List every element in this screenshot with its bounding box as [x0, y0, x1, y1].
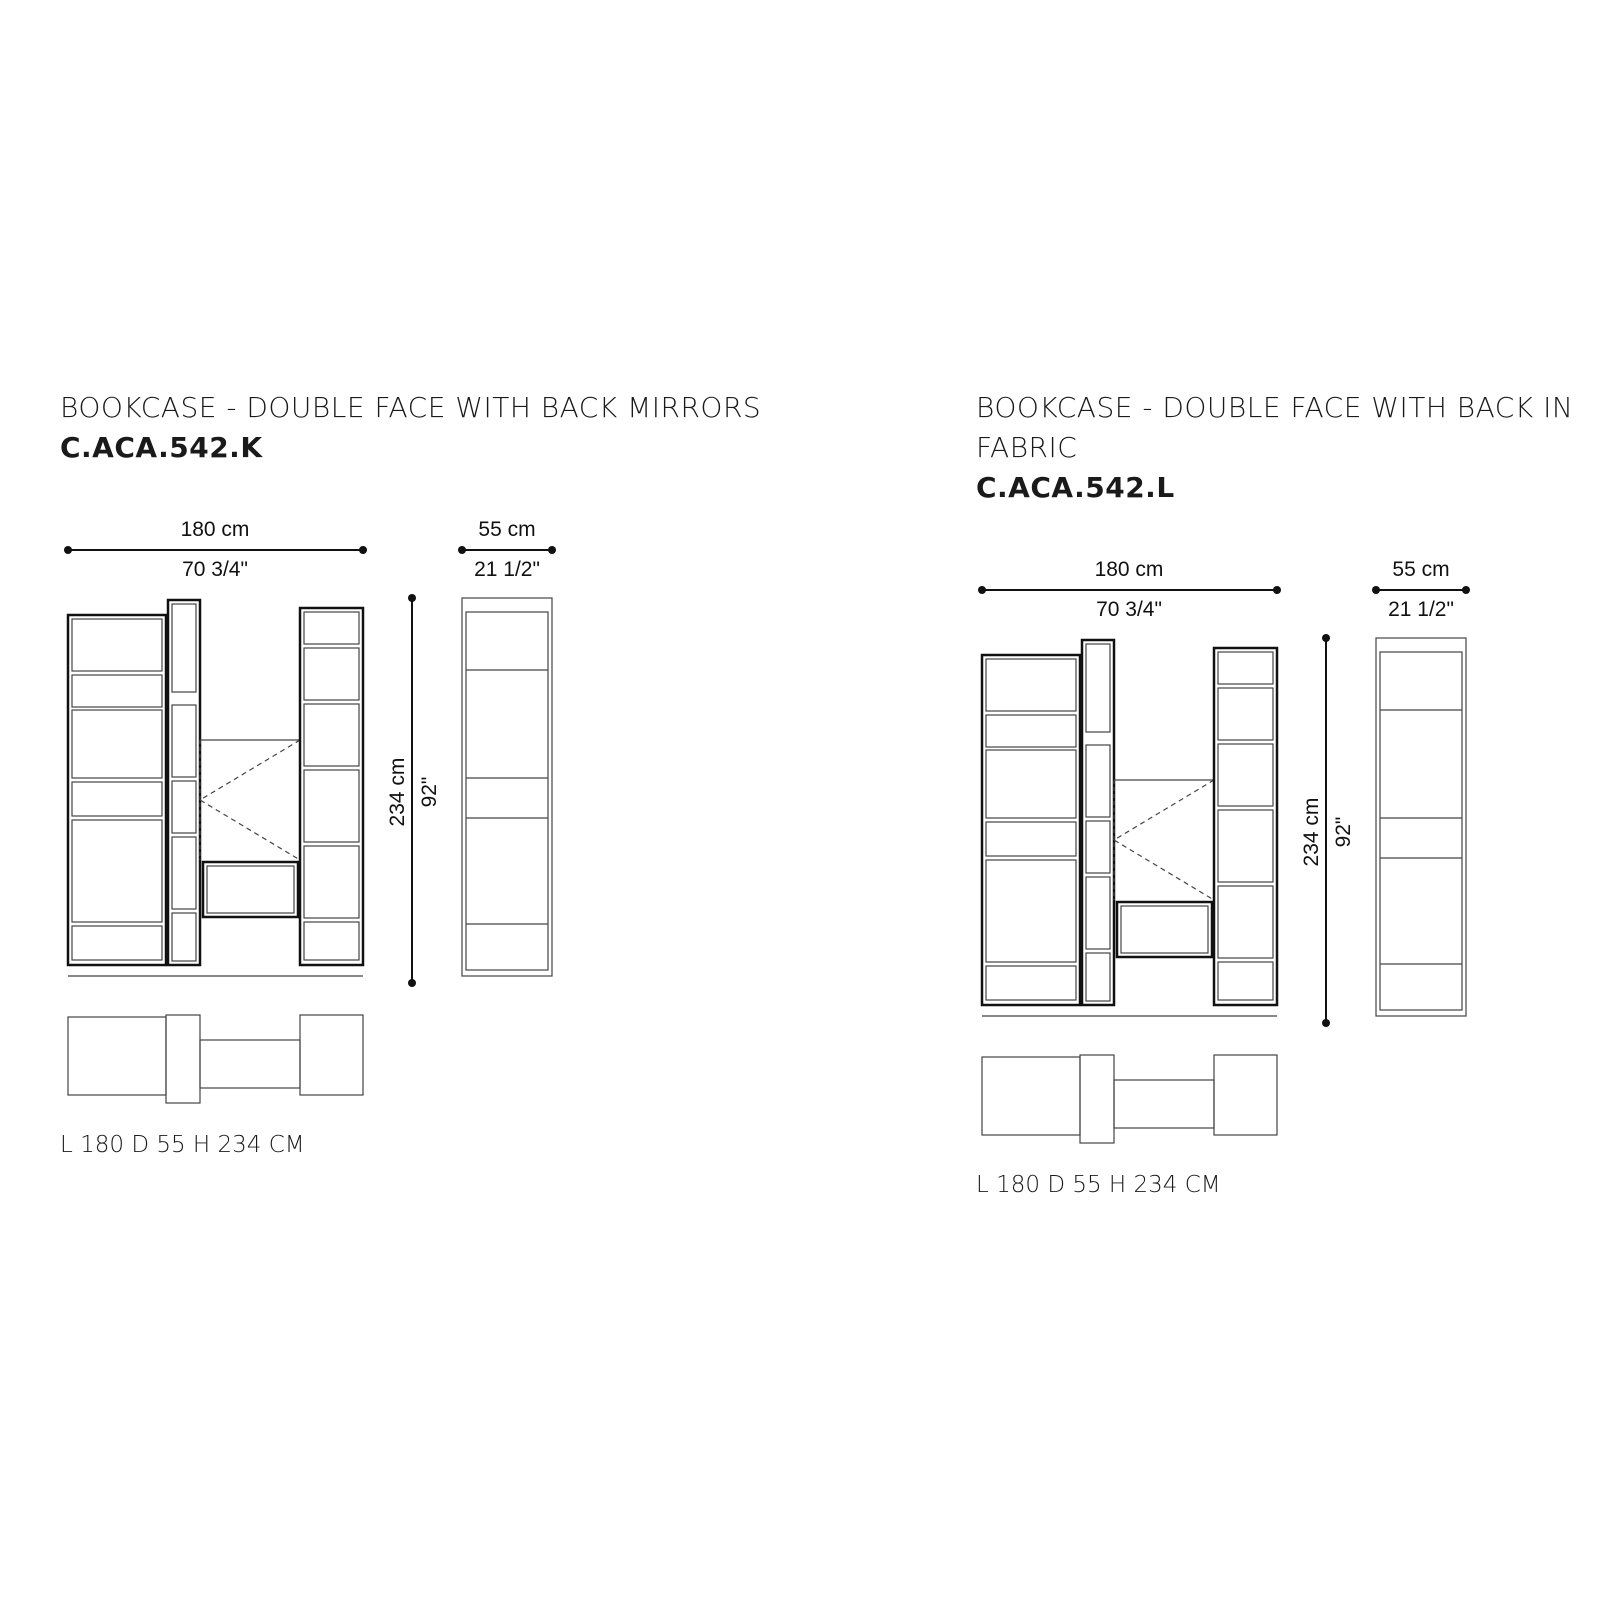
side-elevation [462, 598, 552, 976]
dimensions-text: L 180 D 55 H 234 CM [976, 1172, 1221, 1198]
dimensions-text: L 180 D 55 H 234 CM [60, 1132, 305, 1158]
depth-cm-label: 55 cm [478, 518, 536, 541]
panel-right [800, 0, 1600, 1600]
product-code: C.ACA.542.K [60, 431, 263, 464]
width-in-label: 70 3/4" [1096, 598, 1162, 621]
product-title-text: BOOKCASE - DOUBLE FACE WITH BACK IN FABRIC [976, 391, 1574, 464]
width-cm-label: 180 cm [1094, 558, 1164, 581]
height-in-label: 92" [1332, 816, 1355, 848]
height-in-label: 92" [418, 776, 441, 808]
depth-dimension-line [458, 546, 556, 554]
width-dimension-line [978, 586, 1281, 594]
depth-dimension-line [1372, 586, 1470, 594]
front-elevation [982, 640, 1277, 1016]
width-in-label: 70 3/4" [182, 558, 248, 581]
depth-in-label: 21 1/2" [474, 558, 540, 581]
side-elevation [1376, 638, 1466, 1016]
height-cm-label: 234 cm [386, 757, 409, 827]
product-title-text: BOOKCASE - DOUBLE FACE WITH BACK MIRRORS [60, 391, 762, 424]
depth-in-label: 21 1/2" [1388, 598, 1454, 621]
width-cm-label: 180 cm [180, 518, 250, 541]
height-cm-label: 234 cm [1300, 797, 1323, 867]
depth-cm-label: 55 cm [1392, 558, 1450, 581]
width-dimension-line [64, 546, 367, 554]
product-code: C.ACA.542.L [976, 471, 1175, 504]
plan-view [982, 1055, 1277, 1143]
technical-drawing [800, 0, 1600, 1600]
front-elevation [68, 600, 363, 976]
plan-view [68, 1015, 363, 1103]
